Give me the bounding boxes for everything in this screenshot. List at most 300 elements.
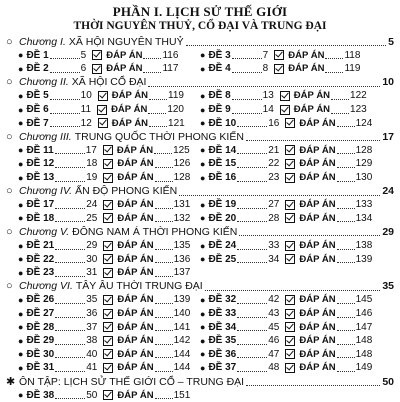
exam-page: 37	[86, 321, 98, 333]
list-item	[200, 293, 372, 306]
bullet-icon: ●	[18, 104, 24, 115]
chapter-name: XÃ HỘI CỔ ĐẠI	[71, 76, 147, 89]
exam-label: ĐỀ 35	[208, 335, 237, 347]
dot-leader	[232, 106, 262, 114]
dot-leader	[155, 350, 173, 358]
checkbox-icon	[285, 145, 295, 155]
answer-page: 142	[173, 335, 191, 347]
dot-leader	[149, 92, 167, 100]
answer-page: 147	[355, 321, 373, 333]
chapter-page: 17	[382, 130, 394, 143]
exam-entry[interactable]	[18, 362, 190, 373]
list-item	[200, 89, 367, 102]
answer-label: ĐÁP ÁN	[117, 172, 154, 183]
exam-label: ĐỀ 9	[208, 104, 231, 115]
dot-leader	[155, 214, 173, 222]
chapter-page: 50	[382, 375, 394, 388]
exam-page: 5	[80, 49, 87, 61]
checkbox-icon	[97, 105, 107, 115]
bullet-icon: ●	[18, 172, 24, 183]
answer-label: ĐÁP ÁN	[117, 389, 154, 401]
exam-entry[interactable]	[200, 145, 372, 156]
bullet-icon: ●	[200, 308, 206, 319]
answer-page: 148	[355, 335, 373, 347]
chapter-name: TÂY ÂU THỜI TRUNG ĐẠI	[75, 280, 203, 293]
chapter-label: Chương III.	[19, 130, 72, 143]
chapter-label: Chương II.	[19, 76, 69, 89]
exam-entry[interactable]	[18, 322, 190, 333]
bullet-icon: ●	[18, 199, 24, 210]
exam-page: 7	[262, 49, 269, 61]
exam-label: ĐỀ 8	[208, 90, 231, 102]
answer-label: ĐÁP ÁN	[111, 90, 149, 102]
answer-page: 119	[168, 90, 184, 102]
list-item	[18, 212, 190, 225]
answer-page: 144	[173, 348, 191, 360]
exam-page: 28	[268, 212, 280, 224]
exam-entry[interactable]	[18, 294, 190, 305]
dot-leader	[155, 160, 173, 168]
exam-label: ĐỀ 12	[26, 158, 55, 170]
exam-page: 12	[80, 117, 92, 129]
exam-entry[interactable]	[200, 240, 372, 251]
answer-label: ĐÁP ÁN	[299, 199, 336, 211]
list-item	[200, 62, 360, 75]
bullet-icon: ●	[18, 322, 24, 333]
exam-label: ĐỀ 5	[26, 90, 49, 102]
exam-entry[interactable]	[200, 322, 372, 333]
checkbox-icon	[103, 363, 113, 373]
circle-icon: ○	[6, 225, 13, 238]
answer-label: ĐÁP ÁN	[106, 49, 143, 61]
exam-page: 29	[86, 240, 98, 251]
checkbox-icon	[103, 322, 113, 332]
dot-leader	[237, 214, 267, 222]
checkbox-icon	[285, 213, 295, 223]
dot-leader	[55, 174, 85, 182]
dot-leader	[50, 106, 80, 114]
exam-page: 18	[86, 158, 98, 170]
answer-label: ĐÁP ÁN	[116, 144, 154, 156]
exam-entry[interactable]	[18, 390, 190, 401]
dot-leader	[55, 296, 85, 304]
exam-label: ĐỀ 32	[208, 294, 237, 306]
list-item	[200, 239, 372, 252]
answer-label: ĐÁP ÁN	[117, 321, 154, 333]
list-item	[200, 307, 372, 320]
answer-label: ĐÁP ÁN	[288, 49, 325, 61]
chapter-label: Chương V.	[19, 225, 70, 238]
exam-entry[interactable]	[18, 63, 178, 74]
answer-page: 139	[355, 253, 373, 265]
checkbox-icon	[103, 349, 113, 359]
exam-label: ĐỀ 36	[208, 348, 237, 360]
bullet-icon: ●	[18, 390, 24, 401]
chapter-label: Chương I.	[19, 35, 66, 48]
answer-page: 135	[173, 240, 191, 251]
exam-page: 47	[268, 348, 280, 360]
dot-leader	[55, 364, 85, 372]
exam-page: 21	[268, 144, 280, 156]
exam-entry[interactable]	[200, 50, 360, 61]
answer-page: 148	[355, 348, 373, 360]
checkbox-icon	[285, 254, 295, 264]
checkbox-icon	[285, 241, 295, 251]
list-item	[200, 157, 372, 170]
chapter-name: ĐÔNG NAM Á THỜI PHONG KIẾN	[72, 225, 238, 238]
bullet-icon: ●	[18, 213, 24, 224]
circle-icon: ○	[6, 76, 13, 89]
answer-label: ĐÁP ÁN	[299, 335, 336, 347]
dot-leader	[55, 310, 85, 318]
exam-entry[interactable]	[18, 172, 190, 183]
exam-entry[interactable]	[200, 362, 372, 373]
list-item	[200, 253, 372, 266]
exam-entry[interactable]	[200, 63, 360, 74]
exam-page: 34	[268, 253, 280, 265]
answer-page: 136	[173, 253, 191, 265]
bullet-icon: ●	[18, 294, 24, 305]
answer-page: 131	[173, 199, 191, 211]
answer-page: 121	[168, 117, 185, 129]
dot-leader	[331, 106, 349, 114]
list-item	[200, 49, 360, 62]
exam-label: ĐỀ 3	[208, 49, 231, 61]
exam-label: ĐỀ 26	[26, 294, 55, 306]
chapter-page: 10	[382, 76, 394, 89]
chapter-name: ẤN ĐỘ PHONG KIẾN	[75, 185, 178, 198]
checkbox-icon	[103, 268, 113, 278]
checkbox-icon	[103, 173, 113, 183]
exam-entry[interactable]	[18, 349, 190, 360]
chapter-heading[interactable]	[6, 280, 394, 293]
dot-leader	[50, 92, 80, 100]
answer-page: 145	[355, 294, 373, 306]
bullet-icon: ●	[18, 335, 24, 346]
dot-leader	[155, 201, 173, 209]
list-item	[18, 103, 184, 116]
dot-leader	[337, 350, 355, 358]
dot-leader	[237, 242, 267, 250]
bullet-icon: ●	[200, 90, 206, 101]
checkbox-icon	[285, 200, 295, 210]
circle-icon: ○	[6, 35, 13, 48]
answer-label: ĐÁP ÁN	[299, 212, 336, 224]
checkbox-icon	[285, 118, 295, 128]
bullet-icon: ●	[18, 267, 24, 278]
list-item	[18, 348, 190, 361]
dot-leader	[337, 119, 355, 127]
list-item	[18, 62, 178, 75]
exam-label: ĐỀ 17	[26, 199, 55, 211]
dot-leader	[155, 242, 173, 250]
chapter-heading[interactable]	[6, 35, 394, 48]
list-item	[18, 293, 190, 306]
exam-label: ĐỀ 20	[208, 212, 237, 224]
dot-leader	[55, 255, 85, 263]
exam-entry[interactable]	[200, 172, 372, 183]
exam-label: ĐỀ 31	[26, 362, 55, 374]
list-item	[200, 117, 372, 130]
answer-page: 146	[355, 308, 373, 319]
exam-page: 46	[268, 335, 280, 347]
answer-label: ĐÁP ÁN	[299, 158, 336, 170]
checkbox-icon	[103, 241, 113, 251]
exam-page: 24	[86, 199, 98, 211]
dot-leader	[50, 51, 80, 59]
dot-leader	[337, 310, 355, 318]
checkbox-icon	[103, 200, 113, 210]
exam-entry[interactable]	[18, 335, 190, 346]
checkbox-icon	[285, 349, 295, 359]
exam-entry[interactable]	[18, 145, 190, 156]
list-item	[200, 212, 372, 225]
checkbox-icon	[280, 105, 290, 115]
chapter-heading[interactable]	[6, 76, 394, 89]
list-item	[18, 144, 190, 157]
list-item	[18, 361, 190, 374]
answer-page: 151	[173, 389, 191, 401]
circle-icon: ○	[6, 280, 13, 293]
exam-entry[interactable]	[200, 254, 372, 265]
dot-leader	[237, 350, 267, 358]
exam-entry[interactable]	[200, 335, 372, 346]
exam-entry[interactable]	[200, 118, 372, 129]
exam-page: 43	[268, 308, 280, 319]
answer-label: ĐÁP ÁN	[117, 253, 154, 265]
list-item	[18, 321, 190, 334]
list-item	[18, 198, 190, 211]
dot-leader	[337, 364, 355, 372]
exam-label: ĐỀ 18	[26, 212, 55, 224]
bullet-icon: ●	[18, 308, 24, 319]
list-item	[200, 198, 372, 211]
list-item	[18, 171, 190, 184]
list-item	[18, 266, 190, 279]
dot-leader	[337, 337, 355, 345]
checkbox-icon	[274, 50, 284, 60]
dot-leader	[246, 132, 380, 141]
answer-page: 122	[350, 90, 367, 102]
answer-page: 124	[355, 117, 373, 129]
bullet-icon: ●	[18, 240, 24, 251]
dot-leader	[232, 65, 262, 73]
list-item	[18, 89, 184, 102]
bullet-icon: ●	[200, 118, 206, 129]
answer-page: 126	[173, 158, 191, 170]
answer-label: ĐÁP ÁN	[111, 104, 148, 115]
exam-entry[interactable]	[200, 349, 372, 360]
exam-label: ĐỀ 19	[208, 199, 237, 211]
list-item	[18, 334, 190, 347]
exam-page: 8	[262, 63, 269, 75]
answer-page: 120	[167, 104, 184, 115]
exam-entry[interactable]	[18, 199, 190, 210]
checkbox-icon	[103, 309, 113, 319]
dot-leader	[232, 51, 262, 59]
exam-page: 17	[85, 144, 97, 156]
exam-entry[interactable]	[200, 104, 367, 115]
answer-page: 130	[355, 172, 373, 183]
checkbox-icon	[285, 159, 295, 169]
answer-label: ĐÁP ÁN	[117, 240, 154, 251]
answer-label: ĐÁP ÁN	[299, 321, 336, 333]
dot-leader	[237, 255, 267, 263]
list-item	[18, 307, 190, 320]
chapter-heading[interactable]	[6, 225, 394, 238]
bullet-icon: ●	[200, 322, 206, 333]
answer-label: ĐÁP ÁN	[117, 294, 154, 306]
answer-page: 140	[173, 308, 191, 319]
dot-leader	[155, 337, 173, 345]
checkbox-icon	[98, 91, 108, 101]
exam-entry[interactable]	[200, 294, 372, 305]
answer-label: ĐÁP ÁN	[117, 308, 154, 319]
exam-page: 19	[86, 172, 98, 183]
answer-label: ĐÁP ÁN	[299, 240, 336, 251]
chapter-page: 29	[382, 225, 394, 238]
part-subtitle: THỜI NGUYÊN THUỶ, CỔ ĐẠI VÀ TRUNG ĐẠI	[73, 20, 327, 32]
checkbox-icon	[103, 159, 113, 169]
bullet-icon: ●	[18, 158, 24, 169]
checkbox-icon	[92, 64, 102, 74]
bullet-icon: ●	[200, 335, 206, 346]
exam-page: 6	[80, 63, 87, 75]
part-title: PHẦN I. LỊCH SỬ THẾ GIỚI	[112, 4, 288, 19]
exam-entry[interactable]	[18, 240, 190, 251]
dot-leader	[337, 323, 355, 331]
checkbox-icon	[280, 91, 290, 101]
dot-leader	[237, 310, 267, 318]
dot-leader	[331, 92, 349, 100]
dot-leader	[155, 391, 173, 399]
dot-leader	[237, 201, 267, 209]
checkbox-icon	[285, 295, 295, 305]
exam-page: 35	[86, 294, 98, 306]
dot-leader	[55, 160, 85, 168]
exam-page: 48	[268, 362, 280, 374]
checkbox-icon	[285, 336, 295, 346]
exam-entry[interactable]	[200, 199, 372, 210]
star-icon: ✱	[6, 376, 16, 388]
exam-entry[interactable]	[200, 90, 367, 101]
answer-label: ĐÁP ÁN	[293, 90, 331, 102]
answer-label: ĐÁP ÁN	[106, 63, 143, 75]
exam-label: ĐỀ 14	[208, 144, 237, 156]
exam-entry[interactable]	[18, 50, 178, 61]
exam-label: ĐỀ 23	[26, 267, 55, 279]
exam-page: 40	[86, 348, 98, 360]
exam-entry[interactable]	[18, 308, 190, 319]
answer-page: 133	[355, 199, 373, 211]
dot-leader	[155, 310, 173, 318]
exam-entry[interactable]	[18, 104, 184, 115]
dot-leader	[143, 65, 161, 73]
chapter-heading[interactable]	[6, 185, 394, 198]
exam-label: ĐỀ 38	[26, 389, 55, 401]
bullet-icon: ●	[200, 63, 206, 74]
exam-entry[interactable]	[18, 267, 190, 278]
exam-entry[interactable]	[200, 158, 372, 169]
exam-entry[interactable]	[200, 308, 372, 319]
exam-entry[interactable]	[200, 213, 372, 224]
bullet-icon: ●	[200, 104, 206, 115]
exam-label: ĐỀ 10	[208, 117, 237, 129]
answer-page: 141	[173, 321, 191, 333]
dot-leader	[154, 146, 172, 154]
exam-page: 36	[86, 308, 98, 319]
bullet-icon: ●	[200, 240, 206, 251]
exam-page: 33	[268, 240, 280, 251]
exam-entry[interactable]	[18, 213, 190, 224]
dot-leader	[55, 350, 85, 358]
exam-label: ĐỀ 7	[26, 117, 49, 129]
dot-leader	[55, 323, 85, 331]
answer-page: 125	[173, 144, 190, 156]
dot-leader	[155, 364, 173, 372]
exam-entry[interactable]	[18, 254, 190, 265]
bullet-icon: ●	[18, 118, 24, 129]
exam-label: ĐỀ 22	[26, 253, 55, 265]
chapter-heading[interactable]	[6, 375, 394, 388]
dot-leader	[232, 92, 262, 100]
dot-leader	[55, 214, 85, 222]
exam-page: 16	[268, 117, 280, 129]
dot-leader	[337, 296, 355, 304]
bullet-icon: ●	[18, 362, 24, 373]
exam-label: ĐỀ 16	[208, 172, 237, 183]
list-item	[200, 103, 367, 116]
answer-page: 149	[355, 362, 373, 374]
chapter-heading[interactable]	[6, 130, 394, 143]
answer-page: 132	[173, 212, 191, 224]
chapter-name: ÔN TẬP: LỊCH SỬ THẾ GIỚI CỔ – TRUNG ĐẠI	[19, 375, 245, 388]
checkbox-icon	[285, 322, 295, 332]
checkbox-icon	[98, 118, 108, 128]
exam-page: 38	[86, 335, 98, 347]
exam-entry[interactable]	[18, 158, 190, 169]
bullet-icon: ●	[200, 145, 206, 156]
list-item	[18, 49, 178, 62]
chapter-name: TRUNG QUỐC THỜI PHONG KIẾN	[74, 130, 244, 143]
list-item	[18, 117, 185, 130]
dot-leader	[155, 296, 173, 304]
dot-leader	[143, 51, 161, 59]
exam-label: ĐỀ 30	[26, 348, 55, 360]
checkbox-icon	[103, 213, 113, 223]
bullet-icon: ●	[18, 254, 24, 265]
exam-entry[interactable]	[18, 118, 185, 129]
dot-leader	[337, 146, 355, 154]
answer-label: ĐÁP ÁN	[117, 199, 154, 211]
exam-label: ĐỀ 21	[26, 240, 55, 251]
answer-page: 134	[355, 212, 373, 224]
dot-leader	[239, 227, 380, 236]
checkbox-icon	[103, 254, 113, 264]
bullet-icon: ●	[200, 294, 206, 305]
dot-leader	[55, 201, 85, 209]
checkbox-icon	[285, 309, 295, 319]
exam-entry[interactable]	[18, 90, 184, 101]
dot-leader	[50, 65, 80, 73]
answer-label: ĐÁP ÁN	[299, 348, 336, 360]
dot-leader	[246, 377, 380, 386]
dot-leader	[50, 119, 80, 127]
exam-page: 10	[80, 90, 92, 102]
answer-label: ĐÁP ÁN	[299, 362, 336, 374]
bullet-icon: ●	[18, 145, 24, 156]
exam-page: 25	[86, 212, 98, 224]
